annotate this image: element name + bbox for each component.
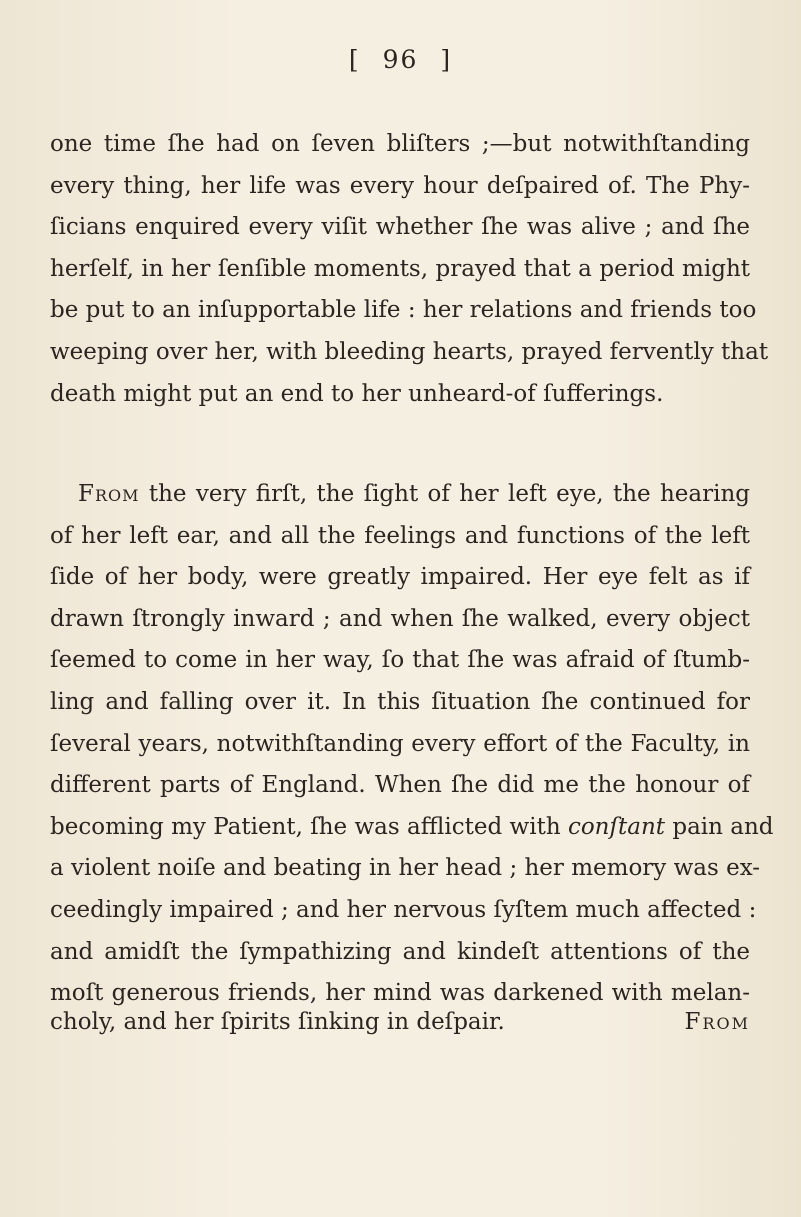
text-line: every thing, her life was every hour deſpaired of. The Phy- (50, 172, 750, 199)
last-text-line: choly, and her ſpirits ſinking in deſpair. (50, 1009, 505, 1035)
text-line: ling and falling over it. In this ſituation ſhe continued for (50, 688, 750, 715)
page-header (0, 45, 801, 74)
text-line: and amidſt the ſympathizing and kindeſt attentions of the (50, 938, 750, 965)
text-line: ſide of her body, were greatly impaired. Her eye felt as if (50, 564, 750, 591)
italic-word: conſtant (567, 813, 666, 840)
text-line: a violent noiſe and beating in her head ; her memory was ex- (50, 855, 761, 882)
first-line-rest: the very firſt, the ſight of her left eye, the hearing (148, 481, 750, 507)
paragraph-2 (50, 474, 774, 1015)
text-line: weeping over her, with bleeding hearts, prayed fervently that (50, 338, 769, 365)
text-line: death might put an end to her unheard-of ſufferings. (50, 380, 664, 407)
text-line: ceedingly impaired ; and her nervous ſyſtem much affected : (50, 896, 757, 923)
text-line: be put to an inſupportable life : her relations and friends too (50, 297, 757, 324)
drop-word: From (78, 481, 140, 507)
text-line: moſt generous friends, her mind was darkened with melan- (50, 980, 750, 1007)
header-close-bracket: ] (440, 45, 453, 74)
last-line-with-catchword (50, 1002, 750, 1044)
text-line: ſicians enquired every viſit whether ſhe was alive ; and ſhe (50, 214, 750, 241)
text-line: ſeveral years, notwithſtanding every effort of the Faculty, in (50, 730, 750, 757)
text-line: one time ſhe had on ſeven bliſters ;—but notwithſtanding (50, 131, 750, 157)
text-line: drawn ſtrongly inward ; and when ſhe walked, every object (50, 605, 750, 632)
line-after-italic: pain and (672, 813, 774, 840)
page-number: 96 (382, 45, 419, 74)
catchword: From (684, 1009, 750, 1035)
paragraph-1 (50, 124, 769, 415)
text-line: herſelf, in her ſenſible moments, prayed that a period might (50, 255, 750, 282)
header-open-bracket: [ (348, 45, 361, 74)
line-before-italic: becoming my Patient, ſhe was afflicted with (50, 813, 561, 840)
text-line: different parts of England. When ſhe did me the honour of (50, 772, 750, 799)
text-line-first (50, 474, 750, 516)
text-line-italic (50, 807, 774, 849)
text-line: ſeemed to come in her way, ſo that ſhe was afraid of ſtumb- (50, 647, 750, 674)
text-line: of her left ear, and all the feelings and functions of the left (50, 522, 750, 549)
